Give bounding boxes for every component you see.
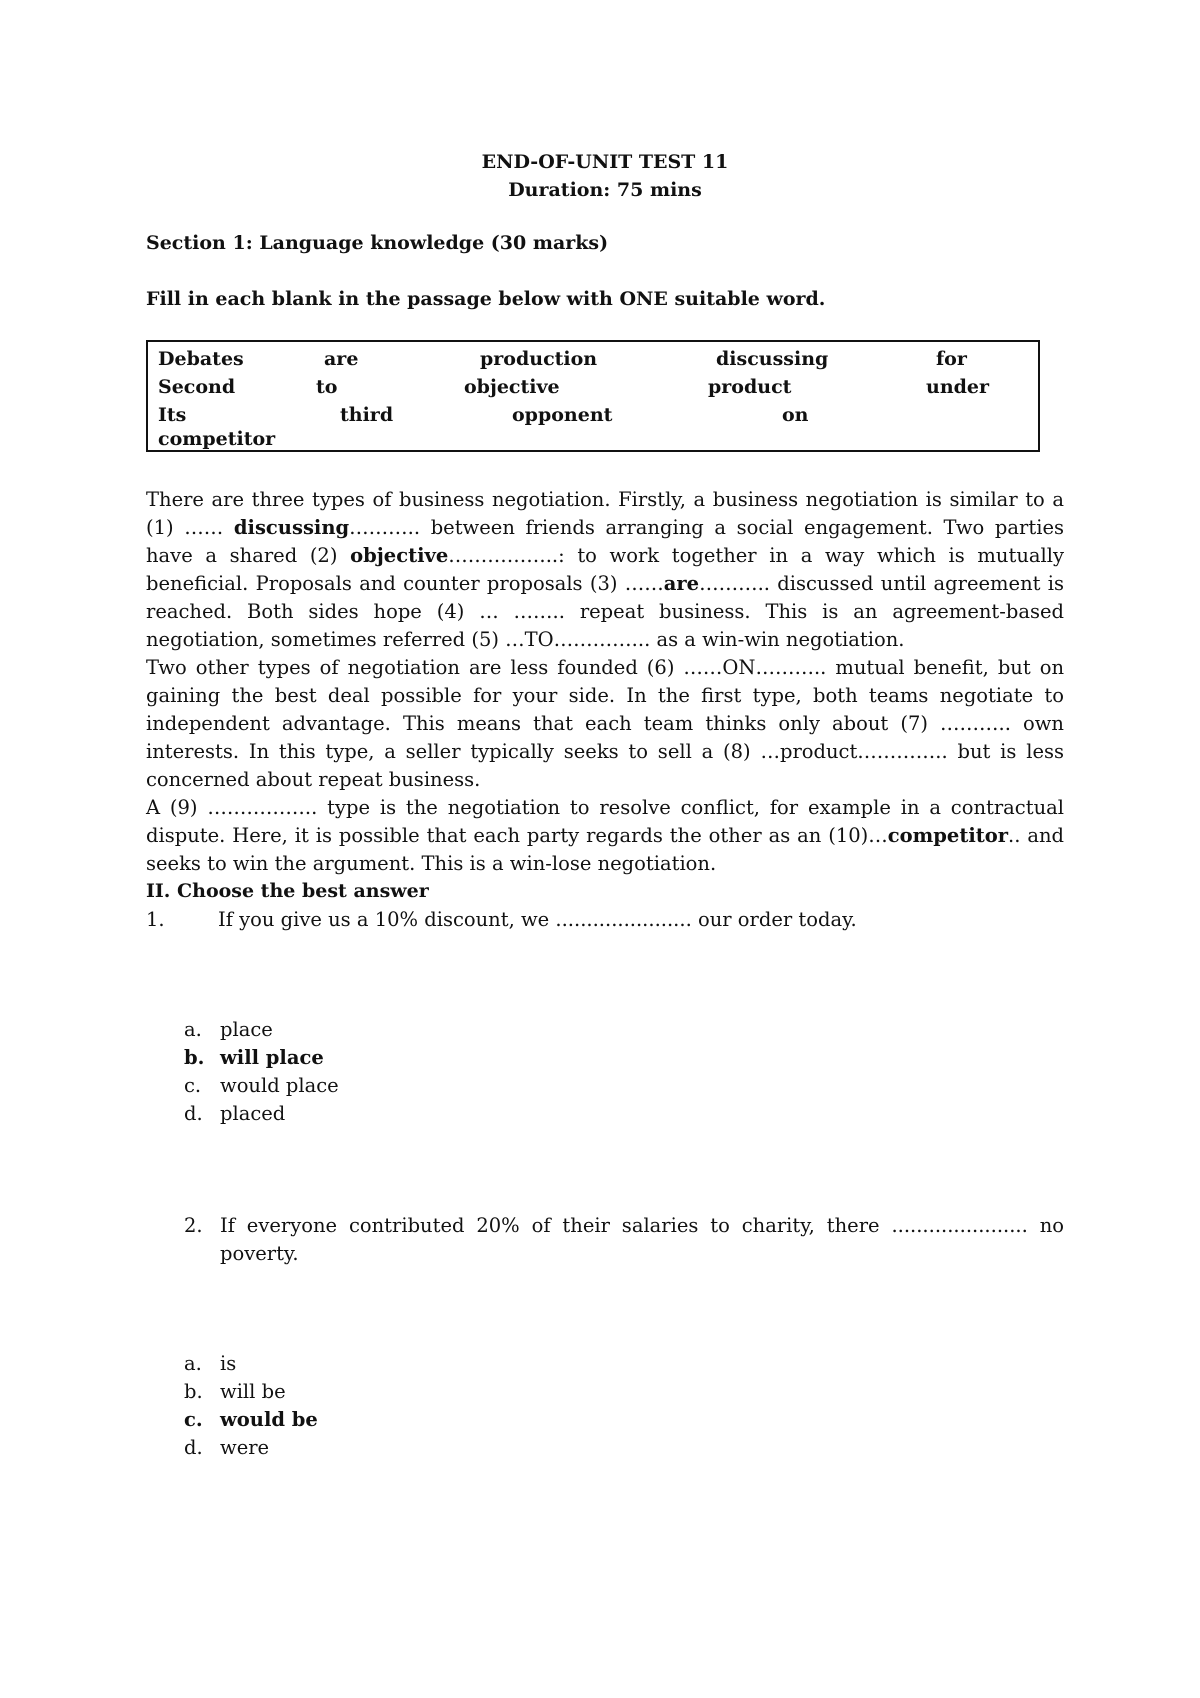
passage-text: Two other types of negotiation are less founded (6) ……ON……….. mutual benefit, but on gaining the best deal possible for your side. In the first type, both teams negotiate to independent advantage. This means that each team thinks only about (7) ……….. own interests. In this type, a seller typically seeks to sell a (8) …product………….. but is less concerned about repeat business. (146, 656, 1064, 791)
word-box-item: for (936, 348, 967, 370)
word-box-item: Second (158, 376, 236, 398)
filled-answer: competitor (887, 824, 1009, 847)
passage-paragraph-2 (146, 654, 1064, 794)
passage-paragraph-3 (146, 794, 1064, 878)
option-text: placed (220, 1102, 286, 1125)
option-text: is (220, 1352, 237, 1375)
test-header (146, 148, 1064, 204)
passage-text: .. and seeks to win the argument. This is a win-lose negotiation. (146, 824, 1065, 875)
option-letter: b. (184, 1046, 205, 1069)
word-box-item: on (782, 404, 809, 426)
question-2 (184, 1212, 1064, 1268)
option-letter: a. (184, 1018, 202, 1041)
question-text: If everyone contributed 20% of their salaries to charity, there ...................... no poverty. (220, 1214, 1064, 1265)
question-number: 1. (146, 908, 165, 931)
test-duration: Duration: 75 mins (508, 179, 702, 201)
option-text: will place (220, 1046, 324, 1069)
option-letter: d. (184, 1436, 203, 1459)
q2-option-b (184, 1378, 286, 1406)
passage-paragraph-1 (146, 486, 1064, 654)
word-box-item: third (340, 404, 394, 426)
passage-text: There are three types of business negotiation. Firstly, a business negotiation is similar to a (1) …… (146, 488, 1064, 539)
filled-answer: discussing (233, 516, 350, 539)
word-box-item: product (708, 376, 792, 398)
filled-answer: objective (350, 544, 449, 567)
question-text: If you give us a 10% discount, we ...................... our order today. (218, 908, 857, 931)
question-1 (146, 906, 1064, 934)
option-letter: c. (184, 1074, 202, 1097)
option-letter: d. (184, 1102, 203, 1125)
section1-instruction: Fill in each blank in the passage below with ONE suitable word. (146, 288, 826, 310)
q1-option-c (184, 1072, 339, 1100)
q1-option-b (184, 1044, 324, 1072)
option-letter: c. (184, 1408, 203, 1431)
q2-option-c (184, 1406, 318, 1434)
word-box (146, 340, 1040, 452)
option-text: would be (220, 1408, 318, 1431)
word-box-item: objective (464, 376, 560, 398)
option-text: place (220, 1018, 273, 1041)
word-box-item: are (324, 348, 359, 370)
q1-option-d (184, 1100, 285, 1128)
word-box-item: opponent (512, 404, 613, 426)
option-text: will be (220, 1380, 286, 1403)
q2-option-a (184, 1350, 236, 1378)
word-box-item: discussing (716, 348, 829, 370)
passage-text: A (9) …………….. type is the negotiation to resolve conflict, for example in a contractual dispute. Here, it is possible that each party regards the other as an (10)… (146, 796, 1064, 847)
section1-heading: Section 1: Language knowledge (30 marks) (146, 232, 609, 254)
section2-heading: II. Choose the best answer (146, 880, 429, 902)
word-box-item: Debates (158, 348, 244, 370)
question-number: 2. (184, 1214, 203, 1237)
option-text: would place (220, 1074, 339, 1097)
q2-option-d (184, 1434, 269, 1462)
test-title: END-OF-UNIT TEST 11 (481, 151, 729, 173)
q1-option-a (184, 1016, 273, 1044)
word-box-item: under (926, 376, 990, 398)
option-text: were (220, 1436, 270, 1459)
word-box-item: competitor (158, 428, 276, 450)
word-box-item: production (480, 348, 598, 370)
passage-text: ……….. between friends arranging a social engagement. Two parties have a shared (2) (146, 516, 1064, 567)
option-letter: b. (184, 1380, 203, 1403)
filled-answer: are (663, 572, 700, 595)
passage-text: ……….. discussed until agreement is reached. Both sides hope (4) … …….. repeat business. This is an agreement-based negotiation, sometimes referred (5) …TO…………... as a win-win negotiation. (146, 572, 1064, 651)
option-letter: a. (184, 1352, 202, 1375)
word-box-item: to (316, 376, 338, 398)
passage-text: ……………..: to work together in a way which is mutually beneficial. Proposals and counter proposals (3) …… (146, 544, 1064, 595)
word-box-item: Its (158, 404, 187, 426)
